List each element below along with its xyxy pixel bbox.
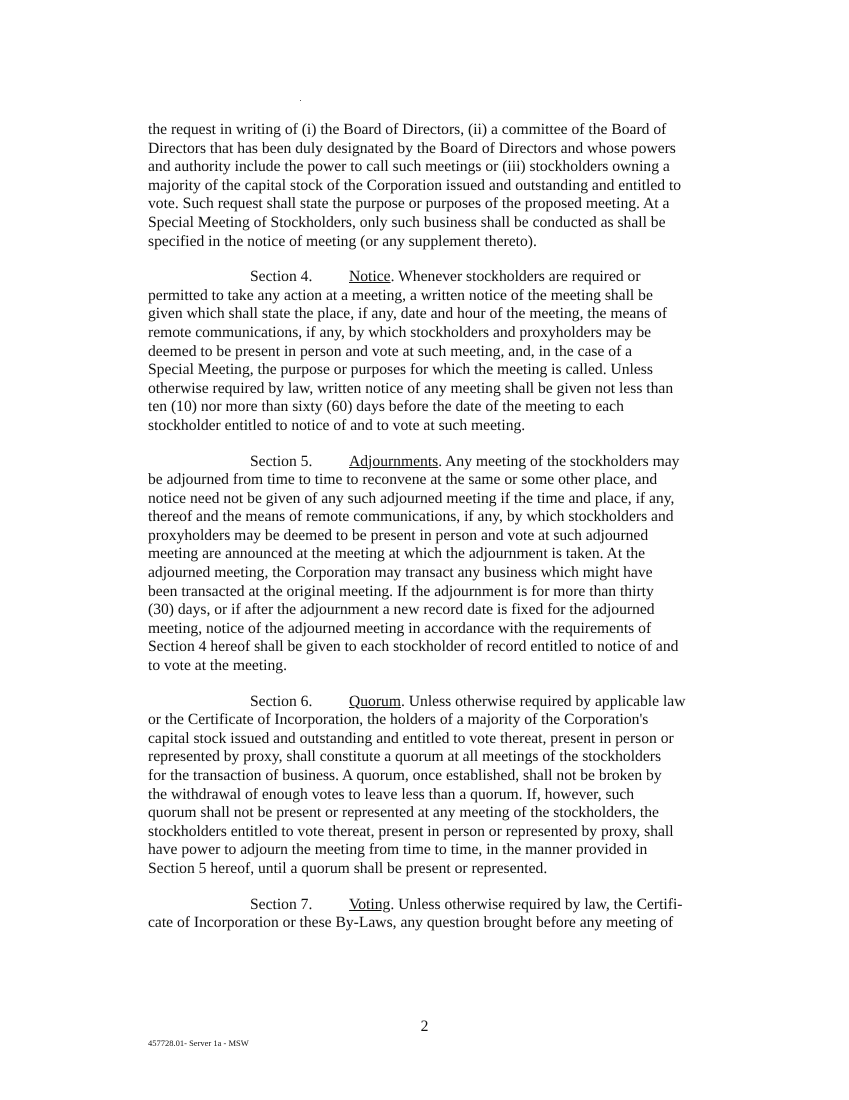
section-line: the withdrawal of enough votes to leave less than a quorum. If, however, such <box>148 785 635 803</box>
intro-line: majority of the capital stock of the Corporation issued and outstanding and entitled to <box>148 176 682 194</box>
section-line: stockholder entitled to notice of and to vote at such meeting. <box>148 416 526 434</box>
section-line: stockholders entitled to vote thereat, present in person or represented by proxy, shall <box>148 822 674 840</box>
section-line: proxyholders may be deemed to be present in person and vote at such adjourned <box>148 526 649 544</box>
section-line: for the transaction of business. A quorum, once established, shall not be broken by <box>148 767 662 784</box>
section-line: meeting are announced at the meeting at which the adjournment is taken. At the <box>148 545 646 563</box>
section-first-line-text: . Unless otherwise required by law, the Certifi- <box>390 895 683 913</box>
section-first-line-text: . Any meeting of the stockholders may <box>438 452 680 470</box>
section-line: or the Certificate of Incorporation, the holders of a majority of the Corporation's <box>148 711 649 729</box>
intro-line: the request in writing of (i) the Board of Directors, (ii) a committee of the Board of <box>148 121 667 138</box>
section-6-paragraph <box>148 693 723 879</box>
section-line: notice need not be given of any such adjourned meeting if the time and place, if any, <box>148 489 675 507</box>
section-heading-quorum: Quorum <box>349 692 401 710</box>
section-line: deemed to be present in person and vote at such meeting, and, in the case of a <box>148 342 633 360</box>
intro-line: and authority include the power to call such meetings or (iii) stockholders owning a <box>148 158 670 176</box>
section-first-line <box>148 453 723 472</box>
page-number: 2 <box>420 1018 429 1035</box>
section-line: be adjourned from time to time to reconvene at the same or some other place, and <box>148 471 658 489</box>
document-code: 457728.01- Server 1a - MSW <box>148 1038 249 1048</box>
section-line: permitted to take any action at a meeting, a written notice of the meeting shall be <box>148 286 653 304</box>
section-line: Section 5 hereof, until a quorum shall be present or represented. <box>148 859 548 877</box>
section-label: Section 4. <box>250 268 313 286</box>
section-line: remote communications, if any, by which stockholders and proxyholders may be <box>148 323 652 341</box>
intro-paragraph <box>148 121 723 251</box>
intro-line: Directors that has been duly designated by the Board of Directors and whose powers <box>148 139 676 157</box>
section-line: Special Meeting, the purpose or purposes for which the meeting is called. Unless <box>148 361 653 379</box>
section-label: Section 6. <box>250 692 313 710</box>
section-line: represented by proxy, shall constitute a quorum at all meetings of the stockholders <box>148 748 662 766</box>
section-5-paragraph <box>148 453 723 676</box>
section-line: been transacted at the original meeting. If the adjournment is for more than thirty <box>148 582 654 600</box>
section-line: meeting, notice of the adjourned meeting in accordance with the requirements of <box>148 619 652 637</box>
section-line: otherwise required by law, written notice of any meeting shall be given not less than <box>148 379 674 397</box>
section-first-line <box>148 268 723 287</box>
section-line: given which shall state the place, if any, date and hour of the meeting, the means of <box>148 305 668 323</box>
document-body <box>148 121 723 950</box>
section-first-line-text: . Unless otherwise required by applicable law <box>400 692 686 710</box>
section-7-paragraph <box>148 896 723 933</box>
section-first-line-text: . Whenever stockholders are required or <box>390 268 641 286</box>
section-label: Section 5. <box>250 452 313 470</box>
section-line: ten (10) nor more than sixty (60) days before the date of the meeting to each <box>148 398 624 416</box>
section-line: cate of Incorporation or these By-Laws, any question brought before any meeting of <box>148 914 674 932</box>
section-4-paragraph <box>148 268 723 435</box>
scan-dot-mark <box>300 100 301 101</box>
section-heading-voting: Voting <box>349 895 391 913</box>
section-heading-adjournments: Adjournments <box>349 452 439 470</box>
intro-line: vote. Such request shall state the purpose or purposes of the proposed meeting. At a <box>148 195 670 213</box>
section-label: Section 7. <box>250 895 313 913</box>
section-line: thereof and the means of remote communications, if any, by which stockholders and <box>148 508 674 526</box>
section-first-line <box>148 896 723 915</box>
section-line: capital stock issued and outstanding and entitled to vote thereat, present in person or <box>148 729 674 747</box>
section-line: adjourned meeting, the Corporation may transact any business which might have <box>148 564 653 582</box>
section-line: to vote at the meeting. <box>148 657 288 675</box>
section-line: have power to adjourn the meeting from time to time, in the manner provided in <box>148 841 648 859</box>
section-line: (30) days, or if after the adjournment a new record date is fixed for the adjourned <box>148 601 655 619</box>
section-first-line <box>148 693 723 712</box>
intro-line: specified in the notice of meeting (or any supplement thereto). <box>148 232 537 250</box>
section-line: Section 4 hereof shall be given to each stockholder of record entitled to notice of and <box>148 638 679 656</box>
section-line: quorum shall not be present or represented at any meeting of the stockholders, the <box>148 804 659 822</box>
section-heading-notice: Notice <box>349 268 391 286</box>
intro-line: Special Meeting of Stockholders, only such business shall be conducted as shall be <box>148 213 666 231</box>
